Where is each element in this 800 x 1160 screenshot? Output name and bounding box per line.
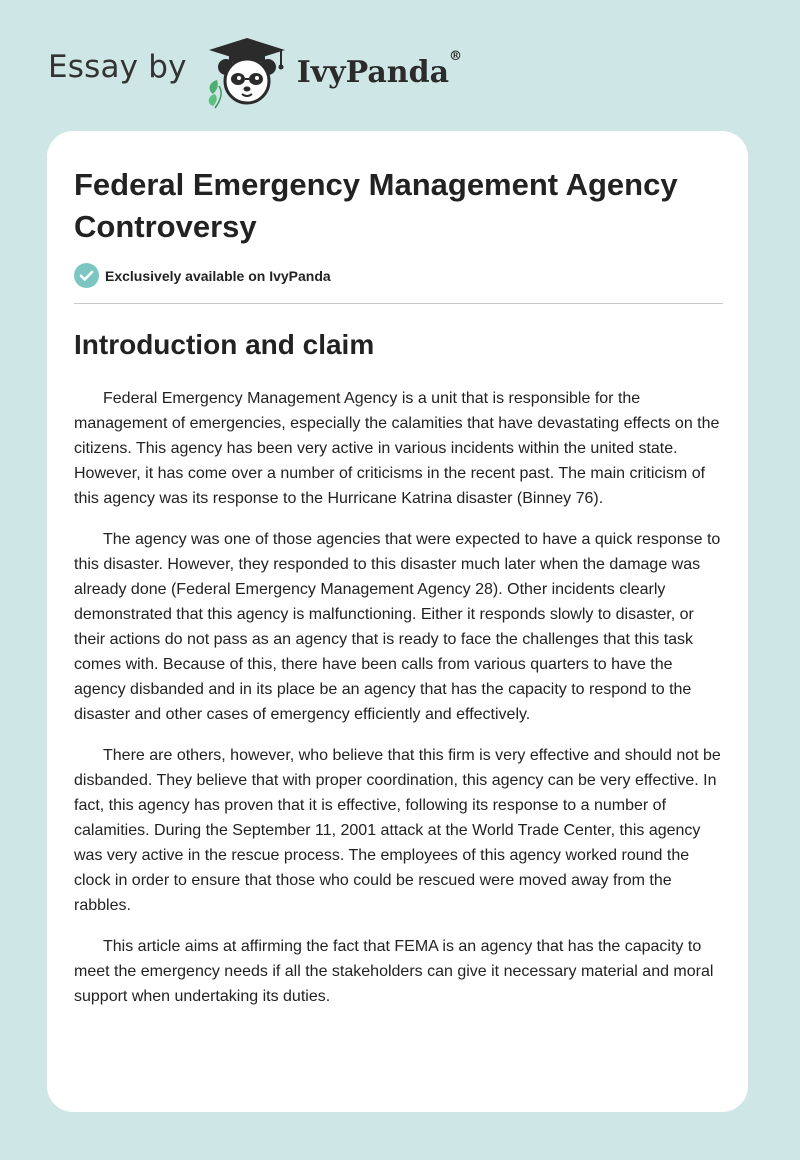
- exclusive-badge: [74, 263, 331, 288]
- essay-card: [47, 131, 748, 1112]
- essay-body: [74, 386, 726, 1025]
- registered-mark: ®: [449, 48, 463, 64]
- paragraph-4: This article aims at affirming the fact that FEMA is an agency that has the capacity to meet the emergency needs if all the stakeholders can give it necessary material and moral support when undertaking its duties.: [74, 938, 714, 1005]
- panda-graduate-icon[interactable]: [201, 34, 293, 110]
- site-header: [48, 34, 462, 110]
- check-circle-icon: [74, 263, 99, 288]
- paragraph-2: The agency was one of those agencies that were expected to have a quick response to this disaster. However, they responded to this disaster much later when the damage was already done (Federal Emergency Management Agency 28). Other incidents clearly demonstrated that this agency is malfunctioning. Either it responds slowly to disaster, or their actions do not pass as an agency that is ready to face the challenges that this task comes with. Because of this, there have been calls from various quarters to have the agency disbanded and in its place be an agency that has the capacity to respond to the disaster and other cases of emergency efficiently and effectively.: [74, 531, 721, 723]
- paragraph-1: Federal Emergency Management Agency is a unit that is responsible for the management of emergencies, especially the calamities that have devastating effects on the citizens. This agency has been very active in various incidents within the united state. However, it has come over a number of criticisms in the recent past. The main criticism of this agency was its response to the Hurricane Katrina disaster (Binney 76).: [74, 390, 720, 507]
- brand-name[interactable]: IvyPanda®: [296, 48, 463, 90]
- exclusive-badge-label: Exclusively available on IvyPanda: [105, 267, 331, 284]
- divider: [74, 303, 723, 304]
- essay-by-label: Essay by: [48, 49, 187, 85]
- section-heading: Introduction and claim: [74, 329, 375, 360]
- essay-title: Federal Emergency Management Agency Controversy: [74, 167, 678, 244]
- paragraph-3: There are others, however, who believe that this firm is very effective and should not be disbanded. They believe that with proper coordination, this agency can be very effective. In fact, this agency has proven that it is effective, following its response to a number of calamities. During the September 11, 2001 attack at the World Trade Center, this agency was very active in the rescue process. The employees of this agency worked round the clock in order to ensure that those who could be rescued were moved away from the rabbles.: [74, 747, 721, 914]
